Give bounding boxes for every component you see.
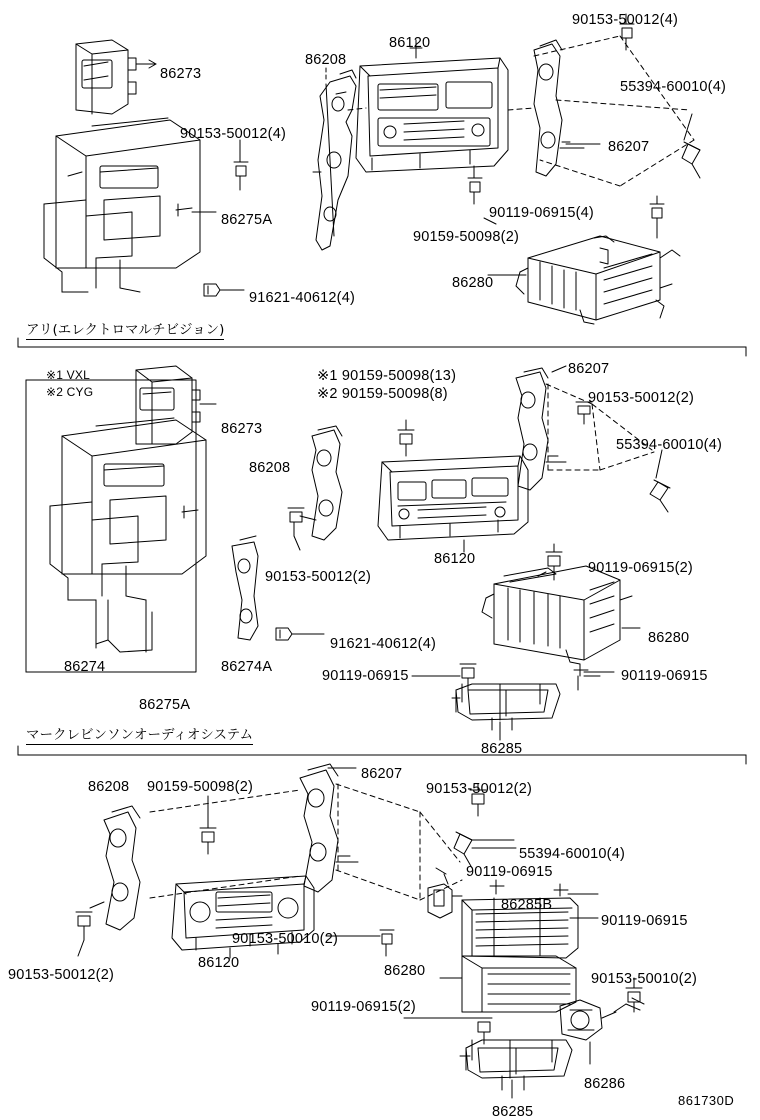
part-label-86273: 86273 [160, 66, 202, 82]
part-label-90153-50012-c: 90153-50012(2) [588, 390, 694, 406]
part-label-90119-06915: 90119-06915(4) [489, 205, 594, 221]
part-label-90119-06915-b: 90119-06915(2) [588, 560, 693, 576]
section-title-1: アリ(エレクトロマルチビジョン) [26, 318, 224, 340]
part-label-86207-c: 86207 [361, 766, 403, 782]
part-label-90119-06915-c: 90119-06915 [322, 668, 409, 684]
part-label-90119-06915-g: 90119-06915(2) [311, 999, 416, 1015]
part-label-90153-50010-b: 90153-50010(2) [591, 971, 697, 987]
part-label-90153-50012-e: 90153-50012(2) [426, 781, 532, 797]
part-label-86120: 86120 [389, 35, 431, 51]
part-label-86280-c: 86280 [384, 963, 426, 979]
diagram-code: 861730D [678, 1093, 735, 1108]
part-label-91621-40612-b: 91621-40612(4) [330, 636, 436, 652]
part-label-86273-b: 86273 [221, 421, 263, 437]
part-label-86285b: 86285B [501, 897, 553, 913]
part-label-86285: 86285 [481, 741, 523, 757]
section-title-2: マークレビンソンオーディオシステム [26, 723, 253, 745]
part-label-86286: 86286 [584, 1076, 626, 1092]
part-label-86120-b: 86120 [434, 551, 476, 567]
part-label-86120-c: 86120 [198, 955, 240, 971]
note-vxl: ※1 VXL [46, 368, 90, 382]
part-label-90153-50012: 90153-50012(4) [572, 12, 678, 28]
part-label-86208-b: 86208 [249, 460, 291, 476]
part-label-86208-c: 86208 [88, 779, 130, 795]
part-label-86207-b: 86207 [568, 361, 610, 377]
part-label-86285-b: 86285 [492, 1104, 534, 1120]
part-label-86274a: 86274A [221, 659, 273, 675]
part-label-86207: 86207 [608, 139, 650, 155]
part-label-55394-60010-b: 55394-60010(4) [616, 437, 722, 453]
part-label-90119-06915-e: 90119-06915 [466, 864, 553, 880]
part-label-90153-50010: 90153-50010(2) [232, 931, 338, 947]
part-label-90153-50012-f: 90153-50012(2) [8, 967, 114, 983]
note-cyg: ※2 CYG [46, 385, 94, 399]
part-label-90119-06915-f: 90119-06915 [601, 913, 688, 929]
part-label-90153-50012-d: 90153-50012(2) [265, 569, 371, 585]
part-label-86274: 86274 [64, 659, 106, 675]
part-label-90153-50012-b: 90153-50012(4) [180, 126, 286, 142]
part-label-86275a: 86275A [221, 212, 273, 228]
part-label-90159-50098-b: 90159-50098(2) [147, 779, 253, 795]
part-label-86208: 86208 [305, 52, 347, 68]
note-qty-2: ※2 90159-50098(8) [317, 386, 448, 402]
part-label-91621-40612: 91621-40612(4) [249, 290, 355, 306]
part-label-90119-06915-d: 90119-06915 [621, 668, 708, 684]
note-qty-1: ※1 90159-50098(13) [317, 368, 457, 384]
part-label-86280: 86280 [452, 275, 494, 291]
part-label-90159-50098: 90159-50098(2) [413, 229, 519, 245]
part-label-86275a-b: 86275A [139, 697, 191, 713]
part-label-86280-b: 86280 [648, 630, 690, 646]
part-label-55394-60010-c: 55394-60010(4) [519, 846, 625, 862]
part-label-55394-60010: 55394-60010(4) [620, 79, 726, 95]
